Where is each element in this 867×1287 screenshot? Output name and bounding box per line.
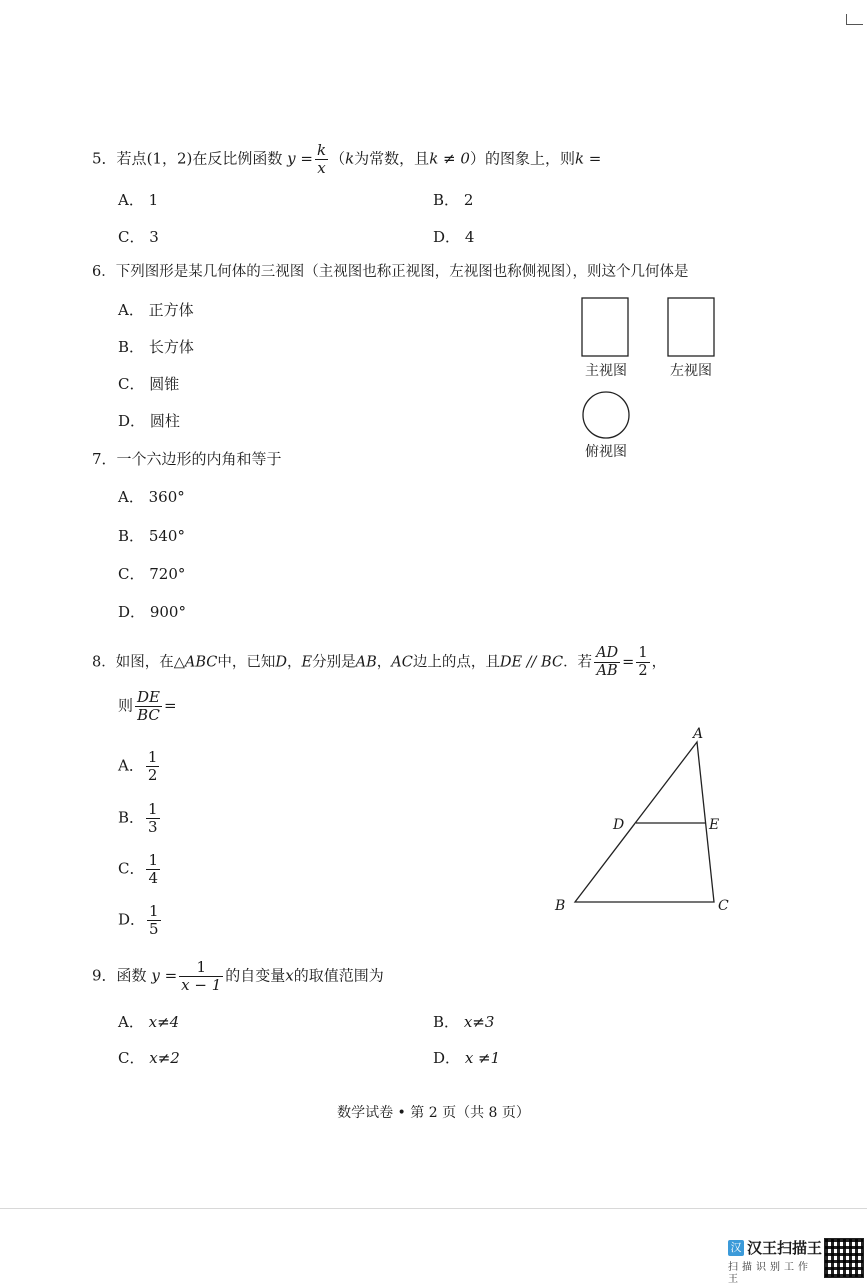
front-view-rect: [582, 298, 628, 356]
fraction-one-half: $\frac{1}{2}$: [638, 645, 648, 679]
label-e: E: [709, 817, 720, 833]
q9-option-d: D． x ≠1: [433, 1049, 501, 1067]
q9-option-b: B． x≠3: [433, 1013, 495, 1031]
fraction-de-over-bc: $\frac{DE}{BC}$: [137, 688, 160, 724]
scanner-logo-icon: 汉: [728, 1240, 744, 1256]
q8-option-d: D． $\frac{1}{5}$: [118, 902, 159, 938]
q6-option-d: D． 圆柱: [118, 412, 180, 430]
footer-divider: [0, 1208, 867, 1209]
label-a: A: [693, 726, 704, 742]
left-view-label: 左视图: [670, 363, 712, 379]
q8-option-c: C． $\frac{1}{4}$: [118, 851, 159, 887]
q9-option-a: A． x≠4: [118, 1013, 180, 1031]
triangle-figure: [545, 720, 745, 920]
label-d: D: [613, 817, 625, 833]
question-7: 7．一个六边形的内角和等于: [92, 450, 282, 468]
label-c: C: [718, 898, 729, 914]
corner-mark: [846, 14, 863, 25]
q9-option-c: C． x≠2: [118, 1049, 180, 1067]
q7-option-d: D． 900°: [118, 603, 186, 621]
scanner-brand-name: 汉王扫描王: [747, 1239, 823, 1257]
triangle-abc: [575, 742, 714, 902]
page-footer: 数学试卷 • 第 2 页（共 8 页）: [337, 1105, 530, 1121]
fraction-ad-over-ab: $\frac{AD}{AB}$: [596, 645, 619, 679]
q7-option-a: A． 360°: [118, 488, 185, 506]
q8-option-b: B． $\frac{1}{3}$: [118, 800, 158, 836]
q5-option-c: C． 3: [118, 228, 159, 246]
front-view-label: 主视图: [585, 363, 627, 379]
scanner-brand-tagline: 扫描识别工作王: [728, 1262, 812, 1285]
label-b: B: [555, 898, 566, 914]
q6-option-b: B． 长方体: [118, 338, 194, 356]
question-8-line-2: 则 $\frac{DE}{BC}$ =: [118, 688, 177, 724]
left-view-rect: [668, 298, 714, 356]
question-9: 9．函数 y = $\frac{1}{x - 1}$ 的自变量x的取值范围为: [92, 958, 384, 994]
top-view-circle: [583, 392, 629, 438]
question-6: 6．下列图形是某几何体的三视图（主视图也称正视图，左视图也称侧视图），则这个几何体是: [92, 264, 689, 280]
q7-option-b: B． 540°: [118, 527, 185, 545]
q5-option-a: A． 1: [118, 191, 159, 209]
fraction-k-over-x: $\frac{k}{x}$: [316, 141, 327, 177]
scanner-brand: [728, 1238, 823, 1285]
top-view-label: 俯视图: [585, 444, 627, 460]
fraction-1-over-x-minus-1: $\frac{1}{x - 1}$: [181, 958, 222, 994]
q6-option-c: C． 圆锥: [118, 375, 180, 393]
q5-option-d: D． 4: [433, 228, 475, 246]
question-5: 5．若点(1，2)在反比例函数 y = $\frac{k}{x}$ （k为常数，且k ≠ 0）的图象上，则k =: [92, 141, 602, 177]
q6-option-a: A． 正方体: [118, 301, 194, 319]
three-view-figure: [570, 290, 730, 465]
q8-option-a: A． $\frac{1}{2}$: [118, 748, 158, 784]
question-8: 8．如图，在△ABC中，已知D，E分别是AB，AC边上的点，且DE // BC．若 $\frac{AD}{AB}$ = $\frac{1}{2}$ ，: [92, 645, 667, 679]
q5-option-b: B． 2: [433, 191, 474, 209]
q7-option-c: C． 720°: [118, 565, 186, 583]
qr-code-icon: [824, 1238, 864, 1278]
